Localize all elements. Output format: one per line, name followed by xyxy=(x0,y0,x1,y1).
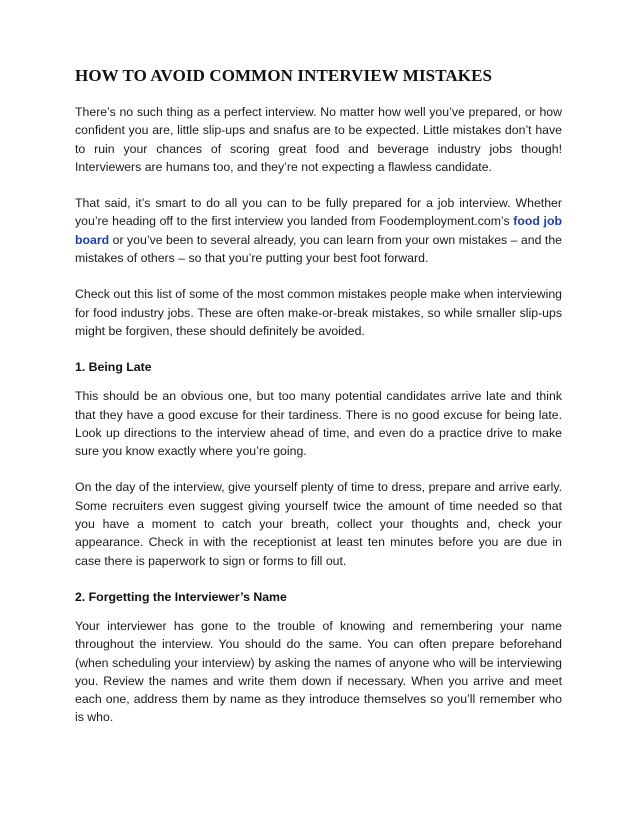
list-intro-paragraph: Check out this list of some of the most common mistakes people make when interviewing for food industry jobs. These are often make-or-break mistakes, so while smaller slip-ups might be forgiven, these should definitely be avoided. xyxy=(75,287,562,338)
document-page xyxy=(75,66,562,727)
section-heading-being-late: 1. Being Late xyxy=(75,360,152,375)
food-job-board-link[interactable]: food job board xyxy=(75,214,562,247)
preparation-paragraph xyxy=(75,194,562,267)
intro-paragraph: There’s no such thing as a perfect interview. No matter how well you’ve prepared, or how confident you are, little slip-ups and snafus are to be expected. Little mistakes don’t have to ruin your chances of scoring great food and beverage industry jobs though! Interviewers are humans too, and they’re not expecting a flawless candidate. xyxy=(75,105,562,174)
preparation-text-after: or you’ve been to several already, you can learn from your own mistakes – and the mistakes of others – so that you’re putting your best foot forward. xyxy=(75,232,562,266)
document-title: HOW TO AVOID COMMON INTERVIEW MISTAKES xyxy=(75,66,493,85)
being-late-paragraph-2: On the day of the interview, give yourself plenty of time to dress, prepare and arrive early. Some recruiters even suggest giving yourself twice the amount of time needed so that you have a moment to catch your breath, collect your thoughts and, check your appearance. Check in with the receptionist at least ten minutes before you are due in case there is paperwork to sign or forms to fill out. xyxy=(75,480,562,568)
preparation-text-before: That said, it’s smart to do all you can to be fully prepared for a job interview. Whether you’re heading off to the first interview you landed from Foodemployment.com’s xyxy=(75,196,562,229)
forgetting-name-paragraph-1: Your interviewer has gone to the trouble of knowing and remembering your name throughout the interview. You should do the same. You can often prepare beforehand (when scheduling your interview) by asking the names of anyone who will be interviewing you. Review the names and write them down if necessary. When you arrive and meet each one, address them by name as they introduce themselves so you’ll remember who is who. xyxy=(75,618,562,725)
being-late-paragraph-1: This should be an obvious one, but too many potential candidates arrive late and think that they have a good excuse for their tardiness. There is no good excuse for being late. Look up directions to the interview ahead of time, and even do a practice drive to make sure you know exactly where you’re going. xyxy=(75,389,562,459)
section-heading-forgetting-name: 2. Forgetting the Interviewer’s Name xyxy=(75,589,287,604)
